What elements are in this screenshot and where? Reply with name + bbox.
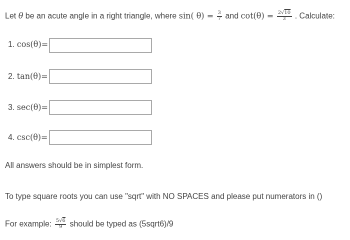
example-prefix: For example: (5, 219, 52, 229)
csc-answer-input[interactable] (49, 130, 152, 145)
cot-expression: cot(θ) = (240, 11, 274, 21)
example-numerator-coef: 5 (55, 218, 60, 224)
cot-numerator-radicand: 10 (284, 10, 291, 16)
intro-middle: be an acute angle in a right triangle, where (25, 11, 177, 21)
example-numerator: 5√6 (55, 218, 66, 224)
question-2-label (8, 72, 48, 81)
question-2-number: 2. (8, 72, 15, 81)
example-line (5, 219, 173, 230)
intro-prefix: Let (5, 11, 17, 21)
question-1-label (8, 40, 48, 49)
example-denominator: 9 (59, 224, 63, 230)
and-text: and (225, 11, 239, 21)
question-4-number: 4. (8, 133, 15, 142)
cot-fraction (277, 11, 292, 22)
example-fraction (55, 219, 67, 230)
example-typed: (5sqrt6)/9 (139, 219, 174, 229)
question-3-label (8, 103, 48, 112)
example-middle: should be typed as (69, 219, 137, 229)
question-2-func: tan(θ)= (16, 72, 48, 81)
simplest-form-note: All answers should be in simplest form. (5, 161, 144, 170)
sin-denominator: 7 (217, 16, 221, 22)
question-1-func: cos(θ)= (16, 40, 49, 49)
theta-symbol: θ (18, 11, 24, 21)
cot-numerator: 2√10 (277, 10, 291, 16)
calculate-text: . Calculate: (294, 11, 335, 21)
sqrt-instructions: To type square roots you can use "sqrt" with NO SPACES and please put numerators in () (5, 192, 323, 201)
example-numerator-radicand: 6 (62, 218, 66, 224)
cot-denominator: 3 (282, 16, 286, 22)
problem-statement (5, 11, 335, 22)
question-1-number: 1. (8, 40, 15, 49)
sin-fraction (217, 11, 222, 22)
tan-answer-input[interactable] (49, 69, 152, 84)
question-4-label (8, 133, 48, 142)
question-3-func: sec(θ)= (16, 103, 48, 112)
cos-answer-input[interactable] (49, 38, 152, 53)
question-4-func: csc(θ)= (16, 133, 48, 142)
sec-answer-input[interactable] (49, 100, 152, 115)
cot-numerator-coef: 2 (277, 10, 282, 16)
sin-numerator: 3 (217, 10, 221, 16)
question-3-number: 3. (8, 103, 15, 112)
sin-expression: sin( θ) = (178, 11, 214, 21)
